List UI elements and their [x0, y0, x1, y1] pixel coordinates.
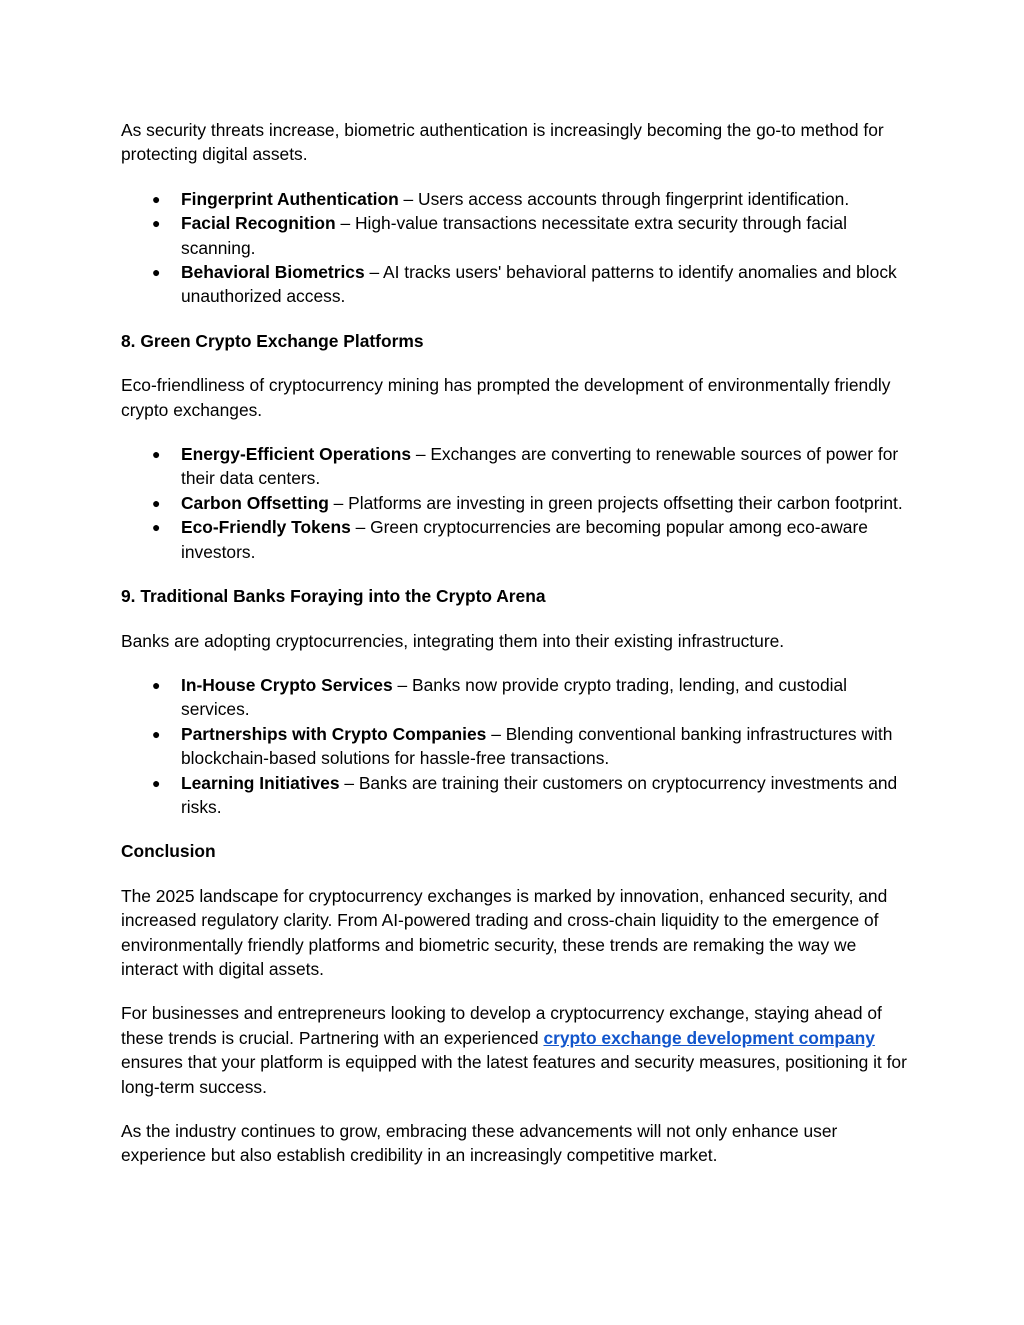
list-item	[121, 771, 911, 820]
list-item	[121, 211, 911, 260]
paragraph-text: For businesses and entrepreneurs looking to develop a cryptocurrency exchange, staying ahead of these trends is crucial. Partnering with an experienced	[121, 1003, 882, 1048]
section-9-list	[121, 673, 911, 819]
list-item-text: – Users access accounts through fingerprint identification.	[398, 188, 850, 209]
conclusion-paragraph-1: The 2025 landscape for cryptocurrency exchanges is marked by innovation, enhanced security, and increased regulatory clarity. From AI-powered trading and cross-chain liquidity to the emergence of environmentally friendly platforms and biometric security, these trends are remaking the way we interact with digital assets.	[121, 885, 888, 979]
list-item	[121, 673, 911, 722]
paragraph-text: ensures that your platform is equipped with the latest features and security measures, positioning it for long-term success.	[121, 1052, 907, 1097]
list-item	[121, 491, 911, 515]
conclusion-heading: Conclusion	[121, 841, 216, 862]
crypto-exchange-development-link[interactable]: crypto exchange development company	[543, 1027, 875, 1048]
list-item-text: – Platforms are investing in green projects offsetting their carbon footprint.	[328, 492, 903, 513]
list-item	[121, 260, 911, 309]
list-item-text: – Banks are training their customers on cryptocurrency investments and risks.	[181, 772, 898, 817]
list-item-text: – Blending conventional banking infrastructures with blockchain-based solutions for hassle-free transactions.	[181, 723, 893, 769]
bullet-icon: ●	[152, 774, 161, 791]
list-item-title: Partnerships with Crypto Companies	[181, 723, 487, 744]
list-item-title: In-House Crypto Services	[181, 674, 393, 695]
list-item	[121, 515, 911, 564]
list-item-title: Fingerprint Authentication	[181, 188, 399, 209]
section-9-intro: Banks are adopting cryptocurrencies, integrating them into their existing infrastructure.	[121, 630, 785, 651]
section-9-heading: 9. Traditional Banks Foraying into the Crypto Arena	[121, 586, 546, 607]
section-8-list	[121, 442, 911, 564]
list-item-text: – Banks now provide crypto trading, lending, and custodial services.	[181, 674, 848, 720]
list-item-title: Learning Initiatives	[181, 772, 340, 793]
bullet-icon: ●	[152, 676, 161, 693]
document-page	[121, 118, 911, 1188]
list-item-text: – Green cryptocurrencies are becoming popular among eco-aware investors.	[181, 517, 868, 562]
biometric-intro-paragraph: As security threats increase, biometric authentication is increasingly becoming the go-to method for protecting digital assets.	[121, 120, 884, 165]
list-item-title: Behavioral Biometrics	[181, 262, 365, 283]
list-item-title: Energy-Efficient Operations	[181, 444, 411, 465]
list-item-title: Facial Recognition	[181, 213, 336, 234]
bullet-icon: ●	[152, 519, 161, 536]
bullet-icon: ●	[152, 446, 161, 463]
section-8-heading: 8. Green Crypto Exchange Platforms	[121, 330, 424, 351]
bullet-icon: ●	[152, 190, 161, 207]
biometric-list	[121, 187, 911, 309]
list-item-text: – Exchanges are converting to renewable sources of power for their data centers.	[181, 444, 899, 489]
list-item	[121, 442, 911, 491]
list-item-text: – AI tracks users' behavioral patterns to identify anomalies and block unauthorized access.	[181, 262, 897, 307]
list-item	[121, 722, 911, 771]
list-item-text: – High-value transactions necessitate extra security through facial scanning.	[181, 213, 847, 258]
bullet-icon: ●	[152, 725, 161, 742]
list-item	[121, 187, 911, 211]
section-8-intro: Eco-friendliness of cryptocurrency mining has prompted the development of environmentally friendly crypto exchanges.	[121, 375, 891, 420]
list-item-title: Eco-Friendly Tokens	[181, 517, 351, 538]
list-item-title: Carbon Offsetting	[181, 492, 329, 513]
bullet-icon: ●	[152, 215, 161, 232]
conclusion-paragraph-3: As the industry continues to grow, embracing these advancements will not only enhance user experience but also establish credibility in an increasingly competitive market.	[121, 1121, 838, 1166]
conclusion-paragraph-2	[121, 1001, 911, 1099]
bullet-icon: ●	[152, 494, 161, 511]
bullet-icon: ●	[152, 264, 161, 281]
